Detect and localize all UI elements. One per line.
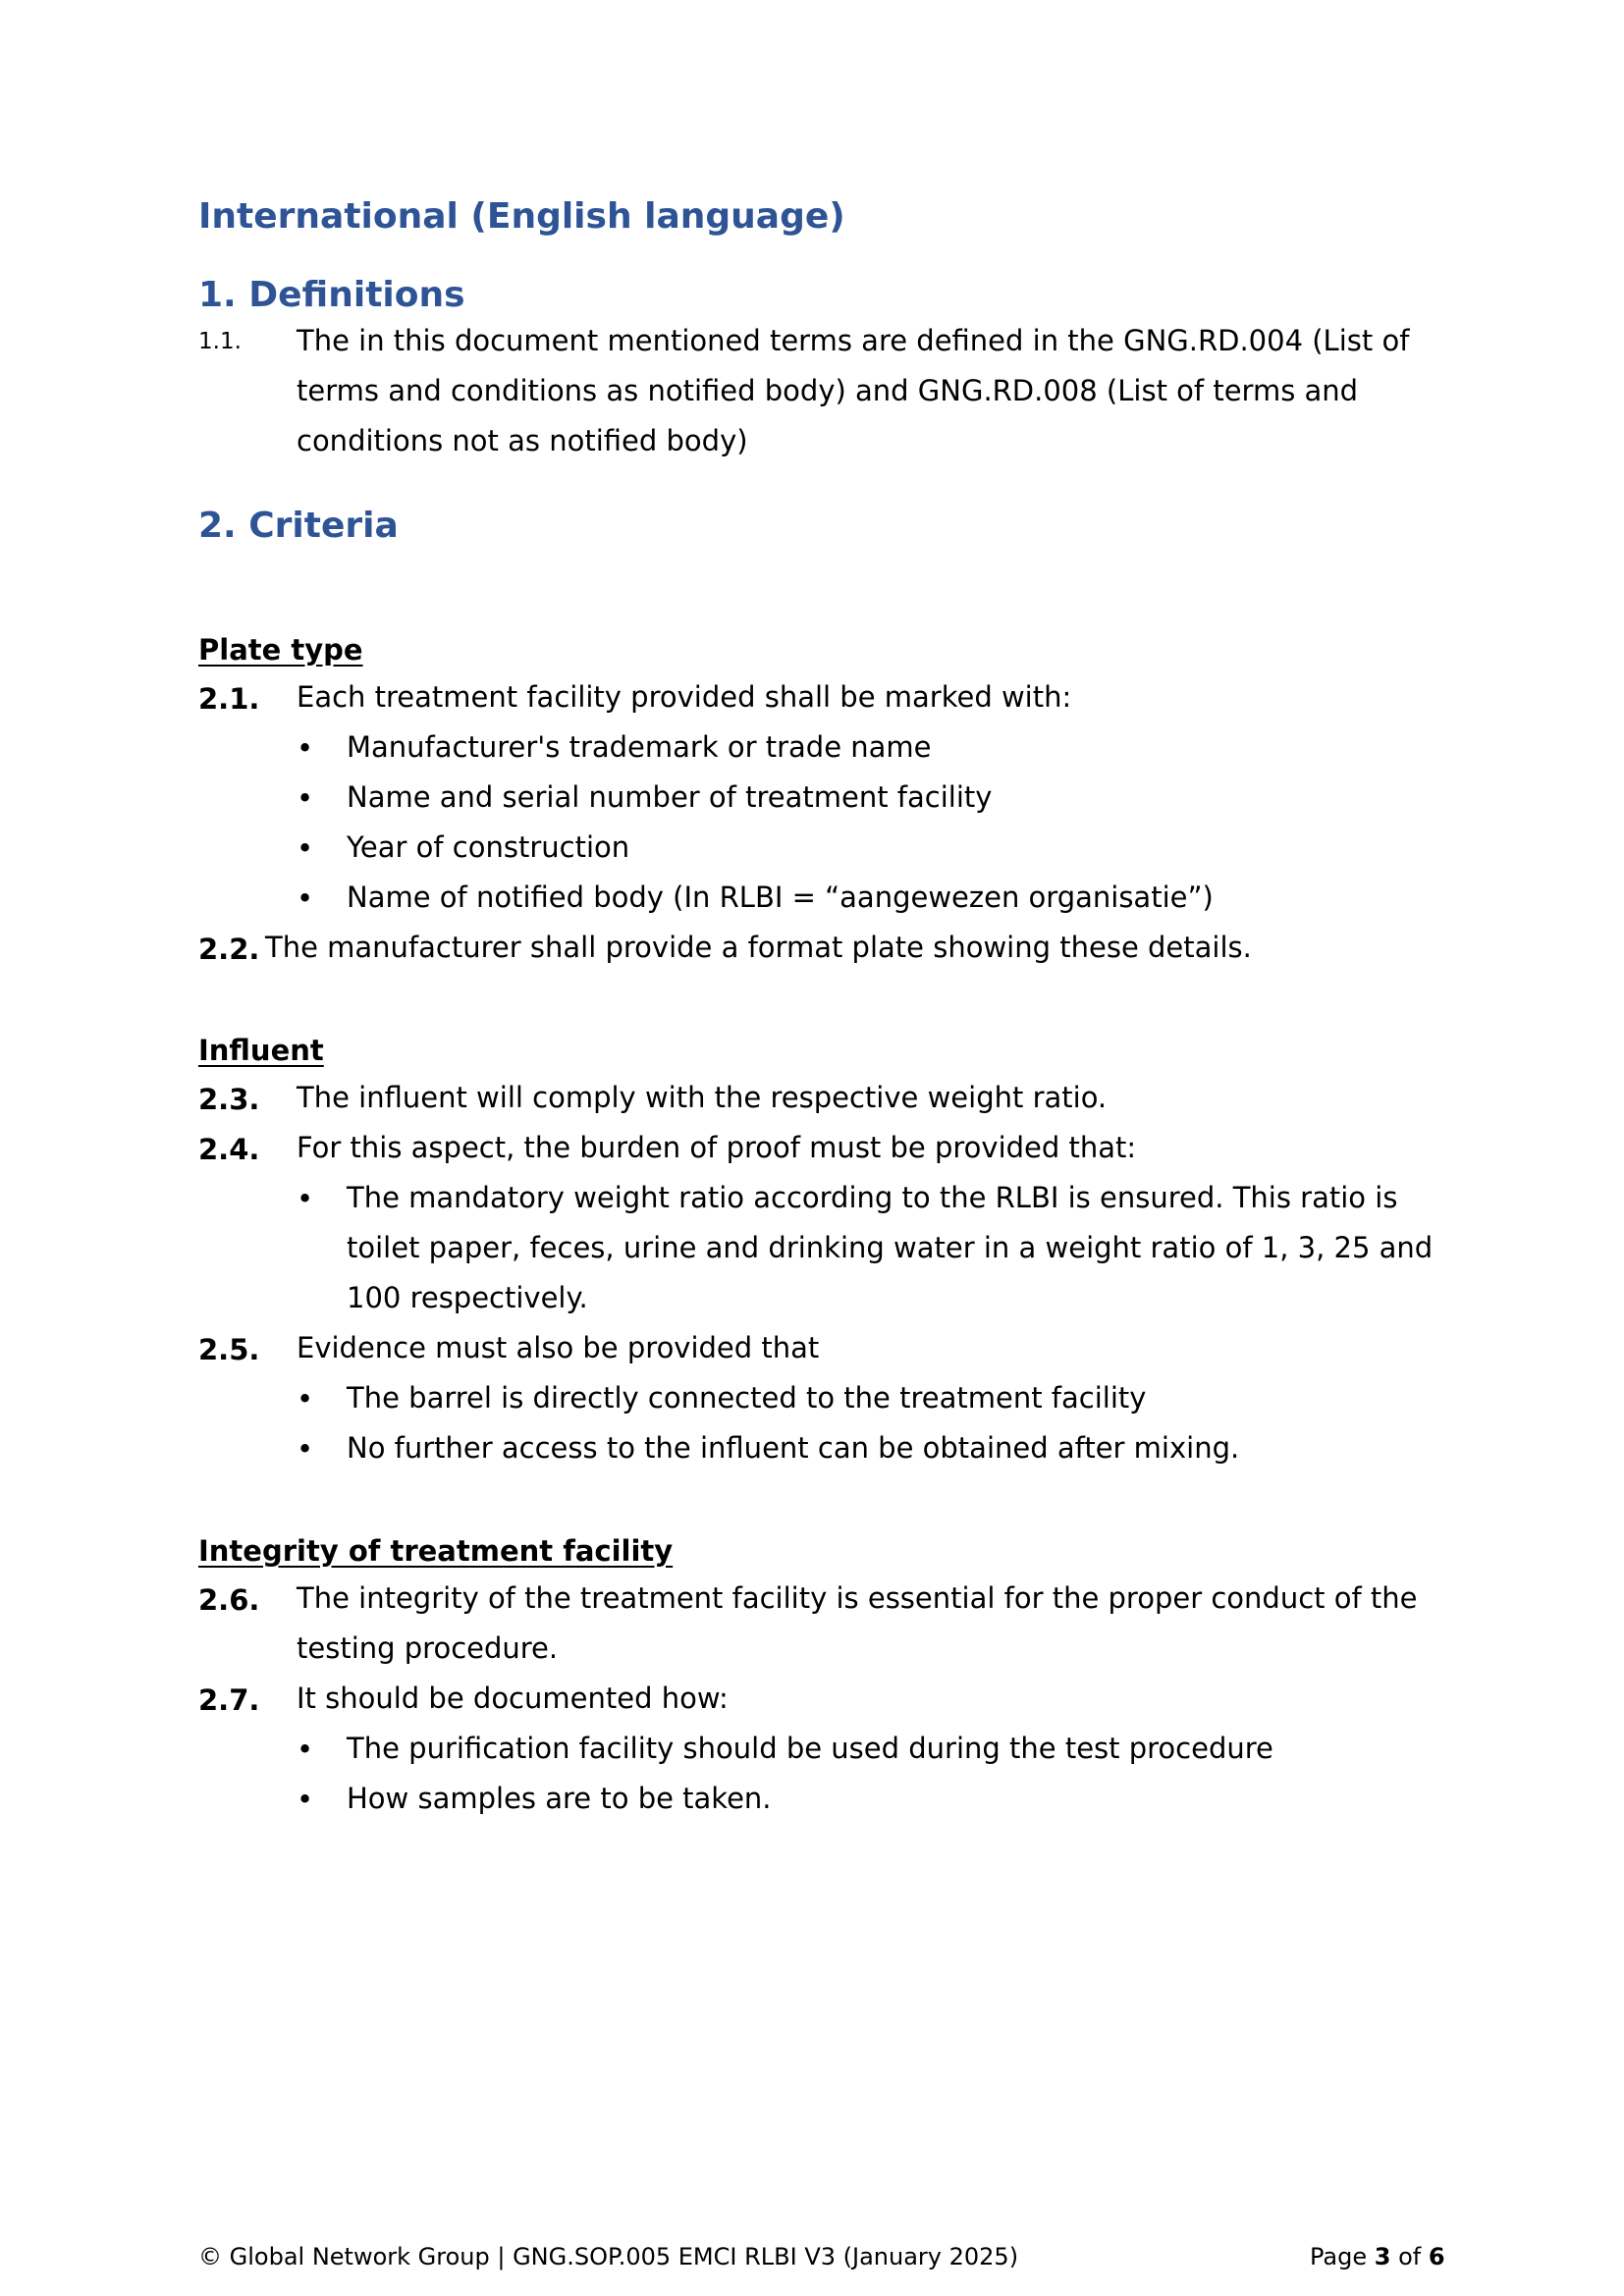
text-line: toilet paper, feces, urine and drinking water in a weight ratio of 1, 3, 25 and: [347, 1231, 1434, 1264]
text-line: 100 respectively.: [347, 1281, 588, 1314]
item-text-2-2: The manufacturer shall provide a format plate showing these details.: [265, 931, 1252, 964]
item-number-2-6: 2.6.: [198, 1583, 260, 1617]
item-text-2-5: Evidence must also be provided that: [297, 1331, 820, 1364]
bullet-item-multiline: [347, 1173, 1433, 1323]
page-mid: of: [1390, 2243, 1429, 2270]
bullet: •: [297, 831, 314, 865]
section-heading-criteria: 2. Criteria: [198, 506, 399, 546]
section-heading-definitions: 1. Definitions: [198, 275, 465, 315]
bullet-item: Name and serial number of treatment facility: [347, 780, 993, 814]
item-number-1-1: 1.1.: [198, 329, 242, 354]
bullet: •: [297, 1432, 314, 1466]
item-text-1-1: [297, 316, 1409, 466]
bullet-item: Manufacturer's trademark or trade name: [347, 730, 932, 764]
bullet: •: [297, 1783, 314, 1816]
text-line: testing procedure.: [297, 1631, 559, 1665]
item-text-2-6: [297, 1574, 1418, 1674]
text-line: The mandatory weight ratio according to the RLBI is ensured. This ratio is: [347, 1181, 1398, 1214]
bullet: •: [297, 1382, 314, 1415]
footer-copyright: © Global Network Group | GNG.SOP.005 EMCI RLBI V3 (January 2025): [198, 2243, 1019, 2270]
bullet-item: Name of notified body (In RLBI = “aangewezen organisatie”): [347, 881, 1214, 914]
bullet-item: The purification facility should be used during the test procedure: [347, 1732, 1273, 1765]
item-number-2-5: 2.5.: [198, 1333, 260, 1366]
text-line: The in this document mentioned terms are defined in the GNG.RD.004 (List of: [297, 324, 1410, 357]
item-number-2-3: 2.3.: [198, 1083, 260, 1116]
subheading-integrity: Integrity of treatment facility: [198, 1534, 674, 1568]
bullet-item: How samples are to be taken.: [347, 1782, 772, 1815]
text-line: The integrity of the treatment facility is essential for the proper conduct of the: [297, 1581, 1418, 1615]
page-total: 6: [1428, 2243, 1445, 2270]
subheading-plate-type: Plate type: [198, 633, 363, 667]
bullet-item: Year of construction: [347, 830, 630, 864]
item-text-2-1: Each treatment facility provided shall be marked with:: [297, 680, 1072, 714]
page-current: 3: [1374, 2243, 1391, 2270]
item-number-2-2: 2.2.: [198, 933, 260, 966]
item-text-2-4: For this aspect, the burden of proof must be provided that:: [297, 1131, 1137, 1164]
bullet-item: No further access to the influent can be obtained after mixing.: [347, 1431, 1240, 1465]
page-prefix: Page: [1310, 2243, 1375, 2270]
footer-page-number: [1310, 2243, 1445, 2270]
subheading-influent: Influent: [198, 1034, 324, 1067]
item-number-2-7: 2.7.: [198, 1683, 260, 1717]
item-text-2-3: The influent will comply with the respective weight ratio.: [297, 1081, 1108, 1114]
bullet: •: [297, 1733, 314, 1766]
page-title: International (English language): [198, 196, 845, 237]
item-text-2-7: It should be documented how:: [297, 1682, 729, 1715]
bullet: •: [297, 731, 314, 765]
bullet: •: [297, 781, 314, 815]
bullet-item: The barrel is directly connected to the treatment facility: [347, 1381, 1147, 1415]
text-line: conditions not as notified body): [297, 424, 748, 457]
text-line: terms and conditions as notified body) and GNG.RD.008 (List of terms and: [297, 374, 1359, 407]
bullet: •: [297, 881, 314, 915]
item-number-2-4: 2.4.: [198, 1133, 260, 1166]
bullet: •: [297, 1182, 314, 1215]
item-number-2-1: 2.1.: [198, 682, 260, 716]
